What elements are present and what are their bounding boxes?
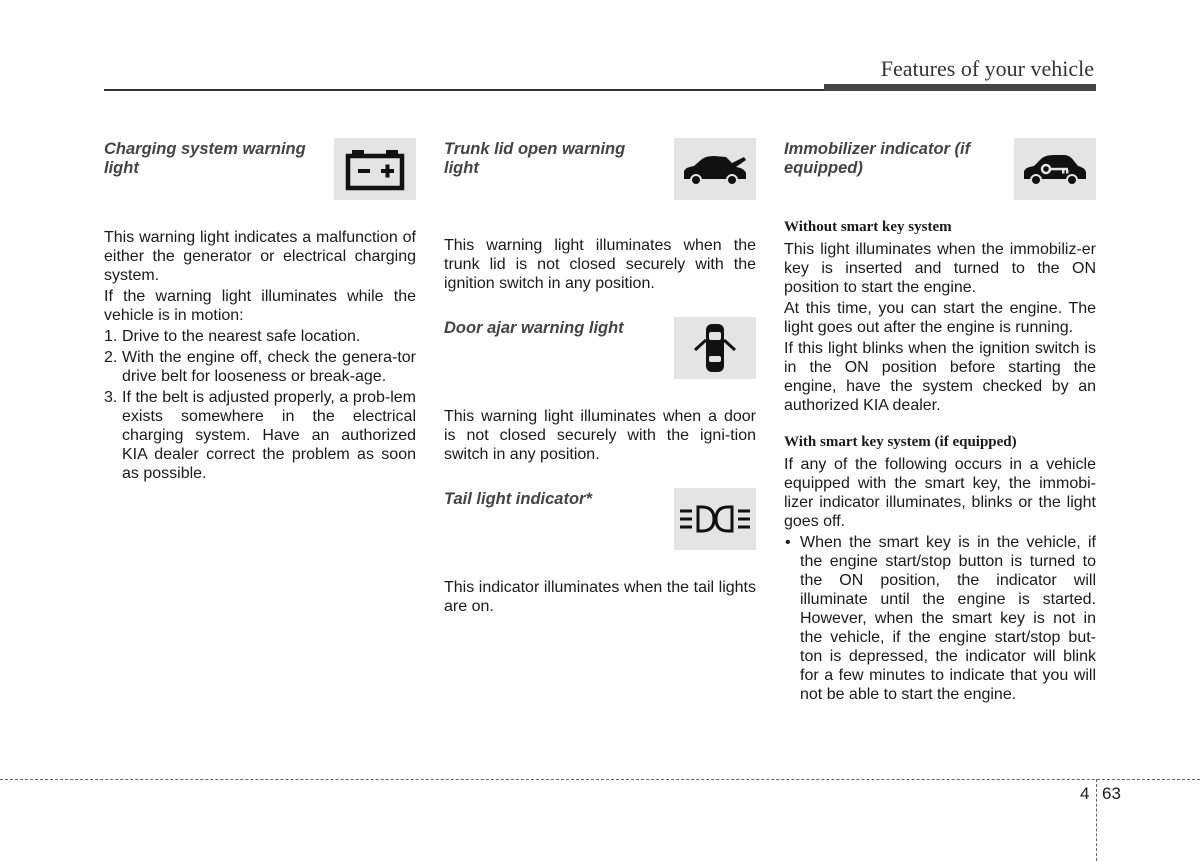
tail-light-icon	[674, 488, 756, 550]
paragraph: This indicator illuminates when the tail lights are on.	[444, 579, 756, 615]
header-title: Features of your vehicle	[880, 56, 1094, 81]
column-charging-system	[104, 138, 416, 485]
section-heading: Immobilizer indicator (if equipped)	[784, 140, 971, 177]
list-item: • When the smart key is in the vehicle, if the engine start/stop button is turned to the ON position, the indicator will illuminate until the engine is started. However, when the smart key is not in the vehicle, if the engine start/stop but-ton is depressed, the indicator will blink for a few minutes to indicate that you will not be able to start the engine.	[785, 534, 1096, 703]
immobilizer-key-car-icon	[1014, 138, 1096, 200]
section-heading-row	[444, 317, 756, 379]
section-heading-row	[444, 138, 756, 200]
column-immobilizer	[784, 138, 1096, 704]
list-item: 1. Drive to the nearest safe location.	[104, 328, 361, 345]
paragraph: This warning light illuminates when the trunk lid is not closed securely with the ignition switch in any position.	[444, 237, 756, 292]
header-rule	[104, 89, 824, 91]
section-heading: Trunk lid open warning light	[444, 140, 626, 177]
steps-list	[104, 327, 416, 483]
paragraph: If the warning light illuminates while the vehicle is in motion:	[104, 288, 416, 324]
trunk-open-car-icon	[674, 138, 756, 200]
page-number: 63	[1102, 784, 1121, 803]
section-heading-row	[444, 488, 756, 550]
paragraph: This warning light illuminates when a door is not closed securely with the igni-tion switch in any position.	[444, 408, 756, 463]
header-rule-accent	[824, 84, 1096, 91]
footer-rule	[0, 779, 1200, 780]
chapter-number: 4	[1080, 784, 1090, 803]
battery-icon	[334, 138, 416, 200]
subheading: With smart key system (if equipped)	[784, 434, 1017, 450]
list-item: 2. With the engine off, check the genera-tor drive belt for looseness or break-age.	[104, 349, 416, 385]
footer-divider	[1096, 779, 1097, 861]
section-heading: Door ajar warning light	[444, 319, 624, 337]
section-heading-row	[104, 138, 416, 200]
list-item: 3. If the belt is adjusted properly, a prob-lem exists somewhere in the electrical charging system. Have an authorized KIA dealer correct the problem as soon as possible.	[104, 389, 416, 482]
door-ajar-car-icon	[674, 317, 756, 379]
bullet-list	[784, 533, 1096, 704]
section-heading-row	[784, 138, 1096, 200]
paragraph: If this light blinks when the ignition switch is in the ON position before starting the engine, have the system checked by an authorized KIA dealer.	[784, 340, 1096, 414]
section-heading: Charging system warning light	[104, 140, 306, 177]
paragraph: This light illuminates when the immobiliz-er key is inserted and turned to the ON position to start the engine.	[784, 241, 1096, 296]
paragraph: At this time, you can start the engine. The light goes out after the engine is running.	[784, 300, 1096, 336]
paragraph: If any of the following occurs in a vehicle equipped with the smart key, the immobi-lizer indicator illuminates, blinks or the light goes off.	[784, 456, 1096, 530]
section-heading: Tail light indicator*	[444, 490, 592, 508]
subheading: Without smart key system	[784, 219, 952, 235]
paragraph: This warning light indicates a malfunction of either the generator or electrical charging system.	[104, 229, 416, 284]
column-warning-lights	[444, 138, 756, 618]
